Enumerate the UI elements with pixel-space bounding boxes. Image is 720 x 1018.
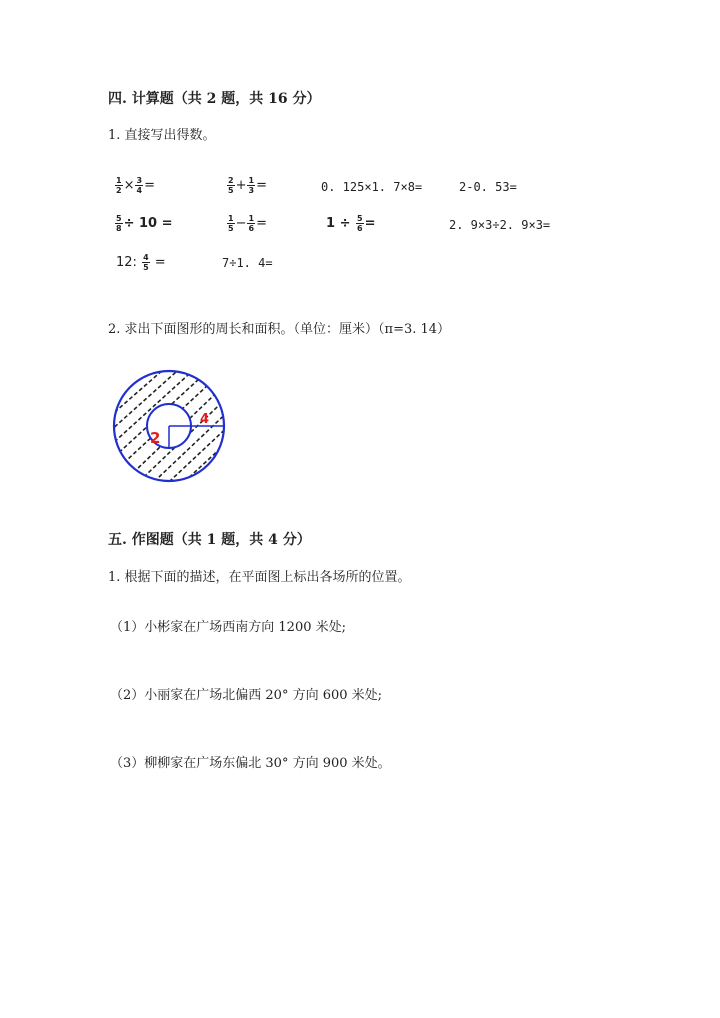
fraction: $\frac{1}{6}$ [248, 214, 255, 233]
expr-frac-times-frac: $\frac{1}{2}$ × $\frac{3}{4}$ = [116, 176, 155, 195]
expr-one-div-frac: 1 ÷ $\frac{5}{6}$ = [326, 214, 376, 233]
outer-radius-label: 4 [200, 412, 210, 427]
expr-frac-div-ten: $\frac{5}{8}$ ÷ 10 = [116, 214, 173, 233]
expr-decimal-product: 0. 125×1. 7×8= [321, 180, 423, 194]
expr-frac-plus-frac: $\frac{2}{5}$ + $\frac{1}{3}$ = [228, 176, 267, 195]
question-1-prompt: 1. 直接写出得数。 [108, 128, 216, 143]
fraction: $\frac{3}{4}$ [136, 176, 143, 195]
fraction: $\frac{1}{3}$ [248, 176, 255, 195]
expr-frac-minus-frac: $\frac{1}{5}$ − $\frac{1}{6}$ = [228, 214, 267, 233]
inner-radius-label: 2 [150, 429, 161, 447]
fraction: $\frac{4}{5}$ [143, 253, 149, 272]
fraction: $\frac{5}{8}$ [116, 214, 122, 233]
section-4-title: 四. 计算题（共 2 题，共 16 分） [108, 91, 321, 107]
fraction: $\frac{1}{2}$ [116, 176, 122, 195]
location-item-3: （3）柳柳家在广场东偏北 30° 方向 900 米处。 [110, 756, 391, 771]
fraction: $\frac{5}{6}$ [357, 214, 363, 233]
fraction: $\frac{2}{5}$ [228, 176, 234, 195]
expr-seven-div: 7÷1. 4= [222, 256, 273, 270]
drawing-question-prompt: 1. 根据下面的描述，在平面图上标出各场所的位置。 [108, 570, 411, 585]
fraction: $\frac{1}{5}$ [228, 214, 234, 233]
section-5-title: 五. 作图题（共 1 题，共 4 分） [108, 532, 311, 548]
location-item-2: （2）小丽家在广场北偏西 20° 方向 600 米处; [110, 688, 383, 703]
annulus-figure [110, 365, 228, 487]
location-item-1: （1）小彬家在广场西南方向 1200 米处; [110, 620, 346, 635]
expr-ratio: 12: $\frac{4}{5}$ = [116, 253, 166, 272]
question-2-prompt: 2. 求出下面图形的周长和面积。（单位：厘米）（π=3. 14） [108, 322, 451, 337]
expr-mixed-operations: 2. 9×3÷2. 9×3= [449, 218, 551, 232]
expr-subtraction: 2-0. 53= [459, 180, 517, 194]
